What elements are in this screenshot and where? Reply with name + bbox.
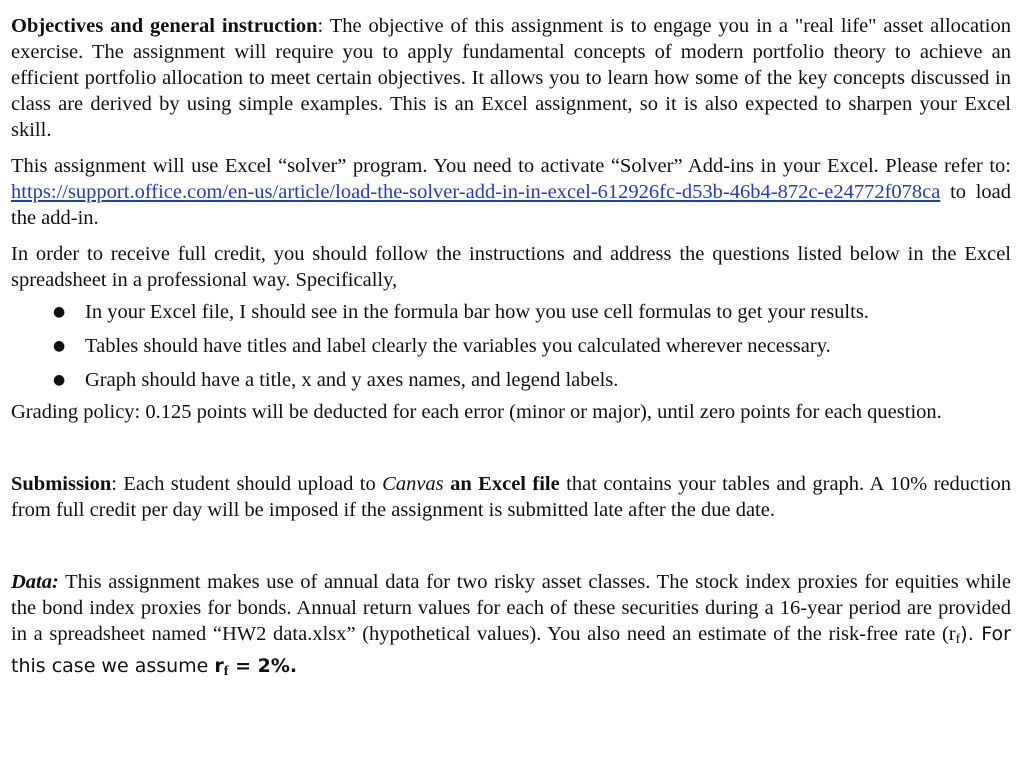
requirements-list (11, 299, 1011, 393)
bullet-icon: ● (53, 372, 66, 388)
rf-symbol-subscript: f (223, 664, 229, 679)
data-paragraph (11, 569, 1011, 685)
data-text-1: This assignment makes use of annual data for two risky asset classes. The stock index proxies for equities while the bond index proxies for bonds. Annual return values for each of these securities during a 16-year period (11, 571, 1011, 619)
objectives-text: : The objective of this assignment is to engage you in a "real life" asset allocation exercise. The assignment will require you to apply fundamental concepts of modern portfolio theory to achieve an efficient portfolio allocation to meet certain objectives. It allows you to learn how some of the key concepts discussed in class are derived by using simple examples. This is an Excel assignment, so it is also expected to sharpen your Excel skill. (11, 15, 1011, 141)
document-page (11, 0, 1011, 685)
submission-paragraph (11, 471, 1011, 523)
excel-file-term: an Excel file (443, 473, 560, 495)
bullet-icon: ● (53, 338, 66, 354)
objectives-heading: Objectives and general instruction (11, 15, 318, 37)
list-item (11, 333, 1011, 359)
solver-text-2: to load the add-in. (11, 181, 1011, 229)
credit-paragraph (11, 241, 1011, 293)
list-item (11, 367, 1011, 393)
data-text-2: are provided in a spreadsheet named “HW2 data.xlsx” (hypothetical values). You also need an estimate of the risk-free rate (r (11, 597, 1011, 645)
solver-addin-link[interactable]: https://support.office.com/en-us/article/load-the-solver-add-in-in-excel-612926fc-d53b-46b4-872c-e24772f078ca (11, 181, 941, 203)
grading-paragraph (11, 399, 1011, 425)
list-item-text: In your Excel file, I should see in the formula bar how you use cell formulas to get your results. (85, 301, 869, 323)
data-text-3: ). For this case we assume (11, 623, 1011, 677)
submission-text-2: that contains your tables and graph. A 10% reduction from full credit per day will be imposed if the assignment is submitted late after the due date. (11, 473, 1011, 521)
data-heading: Data: (11, 571, 59, 593)
bullet-icon: ● (53, 304, 66, 320)
list-item (11, 299, 1011, 325)
rf-symbol: r (214, 655, 224, 677)
list-item-text: Tables should have titles and label clearly the variables you calculated wherever necessary. (85, 335, 831, 357)
solver-text-1: This assignment will use Excel “solver” program. You need to activate “Solver” Add-ins in your Excel. Please refer to: (11, 155, 1011, 177)
credit-text: In order to receive full credit, you should follow the instructions and address the questions listed below in the Excel spreadsheet in a professional way. Specifically, (11, 243, 1011, 291)
rf-value: = 2%. (228, 655, 298, 677)
list-item-text: Graph should have a title, x and y axes names, and legend labels. (85, 369, 619, 391)
solver-paragraph (11, 153, 1011, 231)
canvas-term: Canvas (382, 473, 444, 495)
grading-text: Grading policy: 0.125 points will be deducted for each error (minor or major), until zero points for each question. (11, 401, 942, 423)
submission-text-1: : Each student should upload to (111, 473, 383, 495)
objectives-paragraph (11, 13, 1011, 143)
rf-subscript: f (955, 632, 961, 647)
submission-heading: Submission (11, 473, 112, 495)
